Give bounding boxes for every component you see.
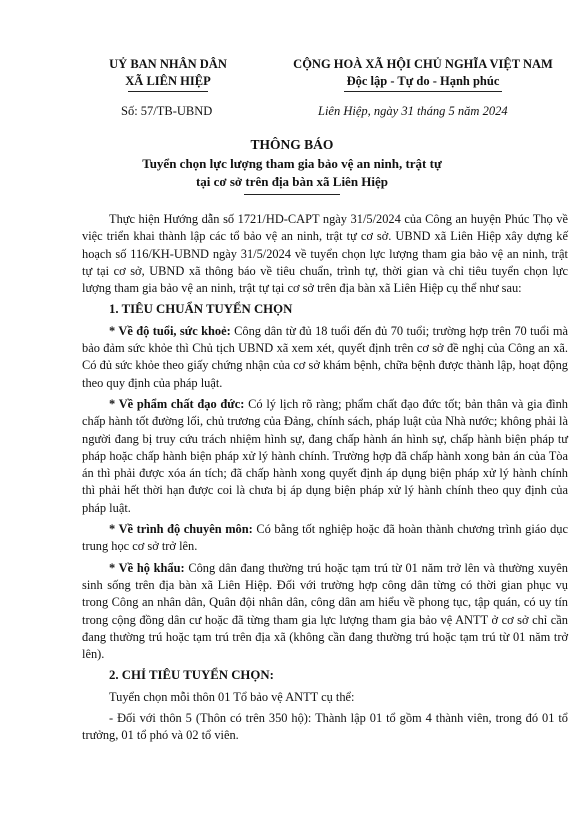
criteria-morality xyxy=(82,396,568,517)
quota-item-thon-5: - Đối với thôn 5 (Thôn có trên 350 hộ): Thành lập 01 tổ gồm 4 thành viên, trong đó 01 tổ trưởng, 01 tổ phó và 02 tổ viên. xyxy=(82,711,568,743)
document-number: Số: 57/TB-UBND xyxy=(121,104,213,118)
section-2-heading: 2. CHỈ TIÊU TUYỂN CHỌN: xyxy=(109,668,274,683)
criteria-label: * Về trình độ chuyên môn: xyxy=(109,522,253,537)
place-date: Liên Hiệp, ngày 31 tháng 5 năm 2024 xyxy=(318,104,508,118)
national-motto xyxy=(283,56,563,90)
criteria-label: * Về hộ khẩu: xyxy=(109,560,185,575)
criteria-label: * Về phẩm chất đạo đức: xyxy=(109,396,245,411)
criteria-residence xyxy=(82,560,568,664)
nation-line-1: CỘNG HOÀ XÃ HỘI CHỦ NGHĨA VIỆT NAM xyxy=(293,57,553,71)
intro-paragraph: Thực hiện Hướng dẫn số 1721/HD-CAPT ngày 31/5/2024 của Công an huyện Phúc Thọ về việc triển khai thành lập các tổ bảo vệ an ninh, trật tự cơ sở. UBND xã Liên Hiệp xây dựng kế hoạch số 116/KH-UBND ngày 31/5/2024 về tuyển chọn lực lượng tham gia bảo vệ an ninh, trật tự tại cơ sở, UBND xã thông báo về tiêu chuẩn, trình tự, thời gian và chỉ tiêu tuyển chọn lực lượng tham gia bảo vệ an ninh, trật tự tại cơ sở trên địa bàn xã Liên Hiệp cụ thể như sau: xyxy=(82,212,568,296)
section-1-heading: 1. TIÊU CHUẨN TUYỂN CHỌN xyxy=(109,302,293,317)
criteria-text: Có lý lịch rõ ràng; phẩm chất đạo đức tốt; bản thân và gia đình chấp hành tốt đường lối, chủ trương của Đảng, chính sách, pháp luật của Nhà nước; không phải là người đang bị truy cứu trách nhiệm hình sự, đang chấp hành án hình sự, chấp hành biện pháp tư pháp hoặc chấp hành biện pháp xử lý hành chính. Trường hợp đã chấp hành xong bản án của Tòa án thì phải được xóa án tích; đã chấp hành xong quyết định áp dụng biện pháp xử lý hành chính thì phải hết thời hạn được coi là chưa bị áp dụng biện pháp xử lý hành chính theo quy định của pháp luật. xyxy=(82,396,569,515)
document-body xyxy=(82,211,568,749)
motto-underline xyxy=(344,91,502,92)
document-kind: THÔNG BÁO xyxy=(250,137,334,152)
subject-line-1: Tuyển chọn lực lượng tham gia bảo vệ an ninh, trật tự xyxy=(142,156,442,171)
issuing-org xyxy=(92,56,244,90)
quota-lead: Tuyển chọn mỗi thôn 01 Tổ bảo vệ ANTT cụ thể: xyxy=(109,689,355,704)
subject-line-2: tại cơ sở trên địa bàn xã Liên Hiệp xyxy=(195,174,389,189)
criteria-text: Công dân đang thường trú hoặc tạm trú từ 01 năm trở lên và thường xuyên sinh sống trên địa bàn xã Liên Hiệp. Đối với trường hợp công dân từng có thời gian phục vụ trong Công an nhân dân, Quân đội nhân dân, công dân am hiểu về phong tục, tập quán, có uy tín trong cộng đồng dân cư hoặc đã từng tham gia lực lượng tham gia bảo vệ ANTT ở cơ sở chỉ cần đang thường trú hoặc tạm trú trên địa xã (không cần đang thường trú hoặc tạm trú từ 01 năm trở lên). xyxy=(82,560,568,662)
criteria-text: Có bằng tốt nghiệp hoặc đã hoàn thành chương trình giáo dục trung học cơ sở trở lên. xyxy=(82,522,568,554)
nation-line-2: Độc lập - Tự do - Hạnh phúc xyxy=(346,74,500,88)
org-line-2: XÃ LIÊN HIỆP xyxy=(125,74,211,88)
criteria-age-health xyxy=(82,323,568,392)
title-underline xyxy=(244,194,340,195)
criteria-label: * Về độ tuổi, sức khoẻ: xyxy=(109,323,231,338)
org-underline xyxy=(128,91,208,92)
criteria-education xyxy=(82,521,568,556)
org-line-1: UỶ BAN NHÂN DÂN xyxy=(109,57,227,71)
criteria-text: Công dân từ đủ 18 tuổi đến đủ 70 tuổi; trường hợp trên 70 tuổi mà bảo đảm sức khỏe thì Chủ tịch UBND xã xem xét, quyết định trên cơ sở đề nghị của Công an xã. Có đủ sức khỏe theo giấy chứng nhận của cơ sở khám bệnh, chữa bệnh được thành lập, hoạt động theo quy định của pháp luật. xyxy=(82,323,568,390)
